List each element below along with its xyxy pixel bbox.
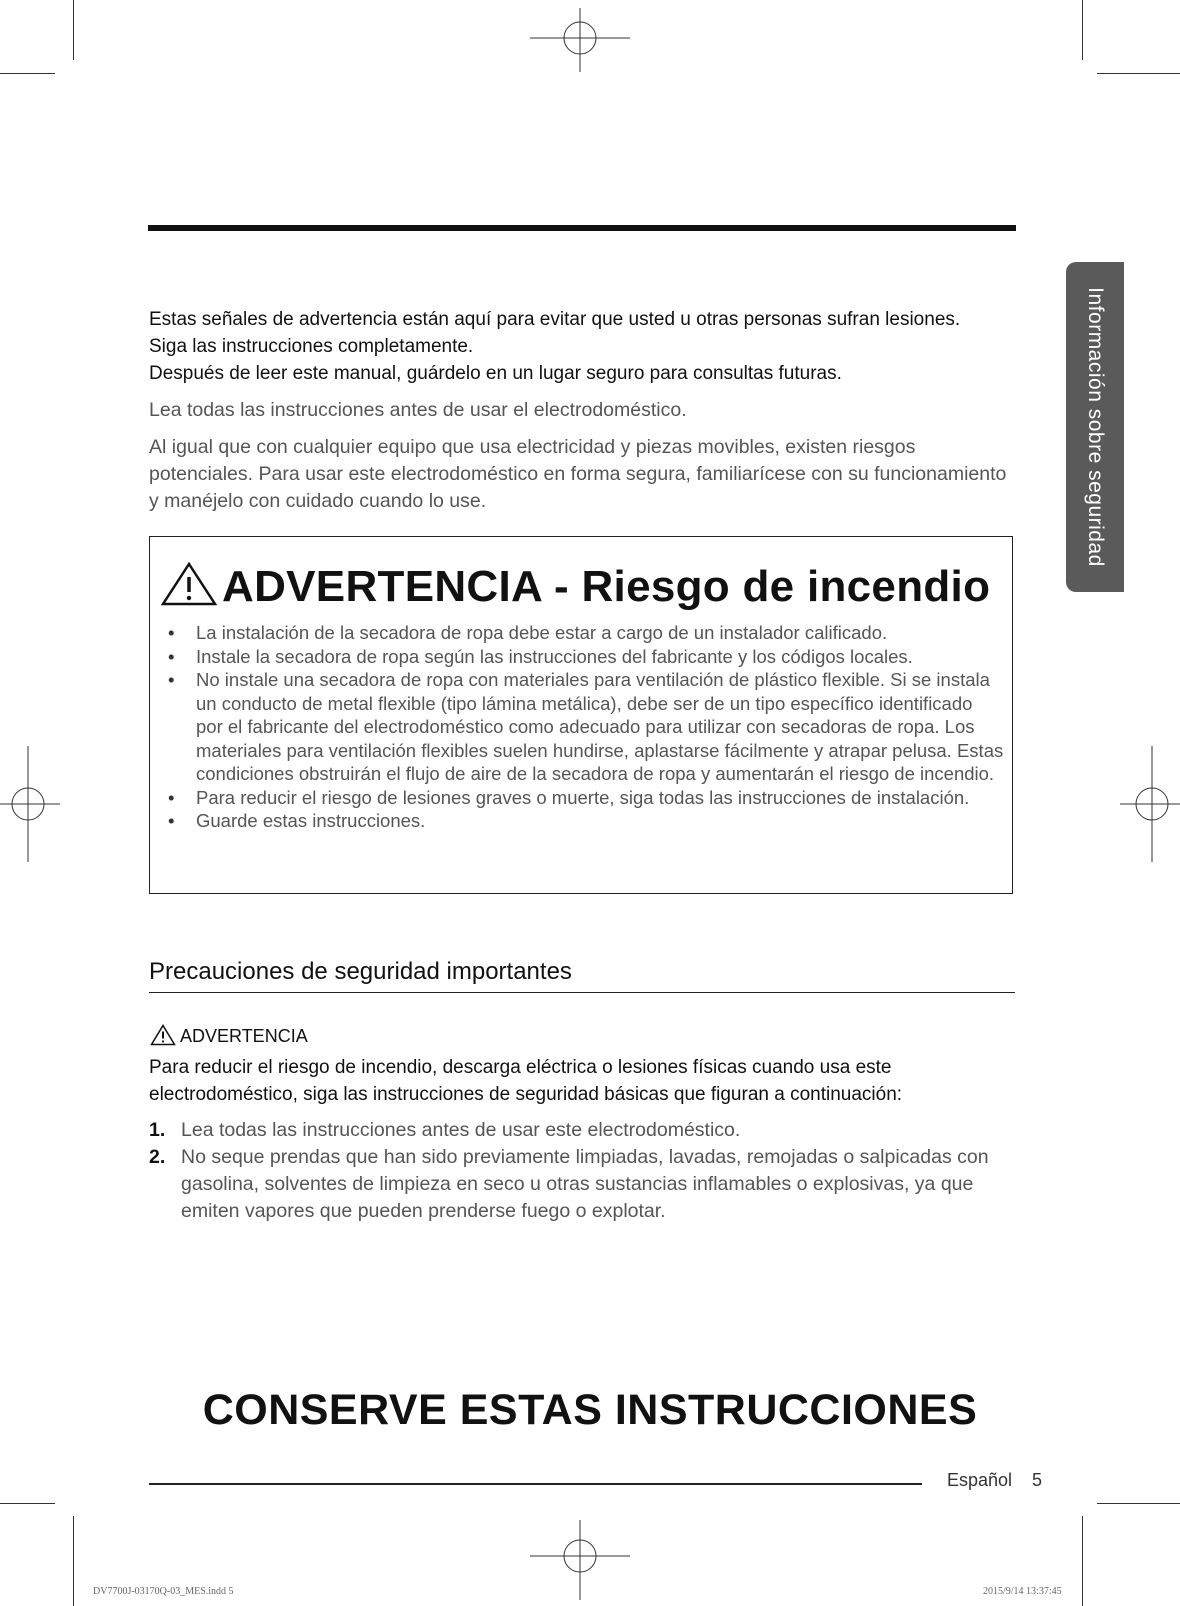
safety-steps [149,1117,1015,1225]
side-tab-label: Información sobre seguridad [1084,287,1107,567]
list-item: • La instalación de la secadora de ropa debe estar a cargo de un instalador calificado. [164,621,1004,645]
step-number: 2. [149,1146,166,1168]
crop-mark [1097,73,1180,74]
registration-mark-icon [1120,746,1180,862]
intro-text [149,306,1015,515]
warning-triangle-icon [160,561,218,607]
crop-mark [73,0,74,60]
list-item: • Guarde estas instrucciones. [164,809,1004,833]
registration-mark-icon [0,746,60,862]
intro-bold-line: Después de leer este manual, guárdelo en un lugar seguro para consultas futuras. [149,363,842,384]
intro-read-all: Lea todas las instrucciones antes de usar el electrodoméstico. [149,399,687,421]
fire-warning-box [149,536,1013,894]
intro-bold-line: Estas señales de advertencia están aquí para evitar que usted u otras personas sufran lesiones. [149,309,961,330]
footer-language: Español [947,1470,1013,1490]
footer-rule [149,1483,922,1485]
fire-warning-title-text: ADVERTENCIA - Riesgo de incendio [222,562,991,611]
step-number: 1. [149,1119,166,1141]
advertencia-label [150,1024,308,1047]
conserve-heading: CONSERVE ESTAS INSTRUCCIONES [202,1386,978,1434]
crop-mark [73,1516,74,1606]
intro-bold-line: Siga las instrucciones completamente. [149,336,474,357]
warning-triangle-icon [150,1024,176,1046]
advertencia-text: ADVERTENCIA [180,1026,308,1046]
fire-warning-title [160,561,990,612]
step-text: Lea todas las instrucciones antes de usar este electrodoméstico. [181,1119,741,1141]
section-side-tab [1066,262,1124,592]
page-number: 5 [1032,1470,1043,1490]
fire-warning-list [164,621,1004,833]
safety-paragraph: Para reducir el riesgo de incendio, descarga eléctrica o lesiones físicas cuando usa este electrodoméstico, siga las instrucciones de seguridad básicas que figuran a continuación: [149,1057,903,1105]
step-text: No seque prendas que han sido previamente limpiadas, lavadas, remojadas o salpicadas con gasolina, solventes de limpieza en seco u otras sustancias inflamables o explosivas, ya que emiten vapores que pueden prenderse fuego o explotar. [181,1146,989,1222]
section-heading: Precauciones de seguridad importantes [149,958,1015,993]
list-item [149,1144,1015,1225]
print-slug-file: DV7700J-03170Q-03_MES.indd 5 [93,1586,234,1597]
header-rule [148,225,1016,231]
list-item: • Para reducir el riesgo de lesiones graves o muerte, siga todas las instrucciones de instalación. [164,786,1004,810]
list-item: • Instale la secadora de ropa según las instrucciones del fabricante y los códigos locales. [164,645,1004,669]
print-slug-date: 2015/9/14 13:37:45 [983,1586,1062,1597]
crop-mark [1097,1503,1180,1504]
crop-mark [1082,0,1083,60]
list-item: • No instale una secadora de ropa con materiales para ventilación de plástico flexible. Si se instala un conducto de metal flexible (tipo lámina metálica), debe ser de un tipo específico identificado por el fabricante del electrodoméstico como adecuado para utilizar con secadoras de ropa. Los materiales para ventilación flexibles suelen hundirse, aplastarse fácilmente y atrapar pelusa. Estas condiciones obstruirán el flujo de aire de la secadora de ropa y aumentarán el riesgo de incendio. [164,668,1004,786]
registration-mark-icon [530,8,630,72]
intro-risks: Al igual que con cualquier equipo que usa electricidad y piezas movibles, existen riesgos potenciales. Para usar este electrodoméstico en forma segura, familiarícese con su funcionamiento y manéjelo con cuidado cuando lo use. [149,436,1007,512]
crop-mark [0,73,55,74]
crop-mark [0,1503,55,1504]
list-item [149,1117,1015,1144]
crop-mark [1082,1516,1083,1606]
registration-mark-icon [530,1520,630,1600]
